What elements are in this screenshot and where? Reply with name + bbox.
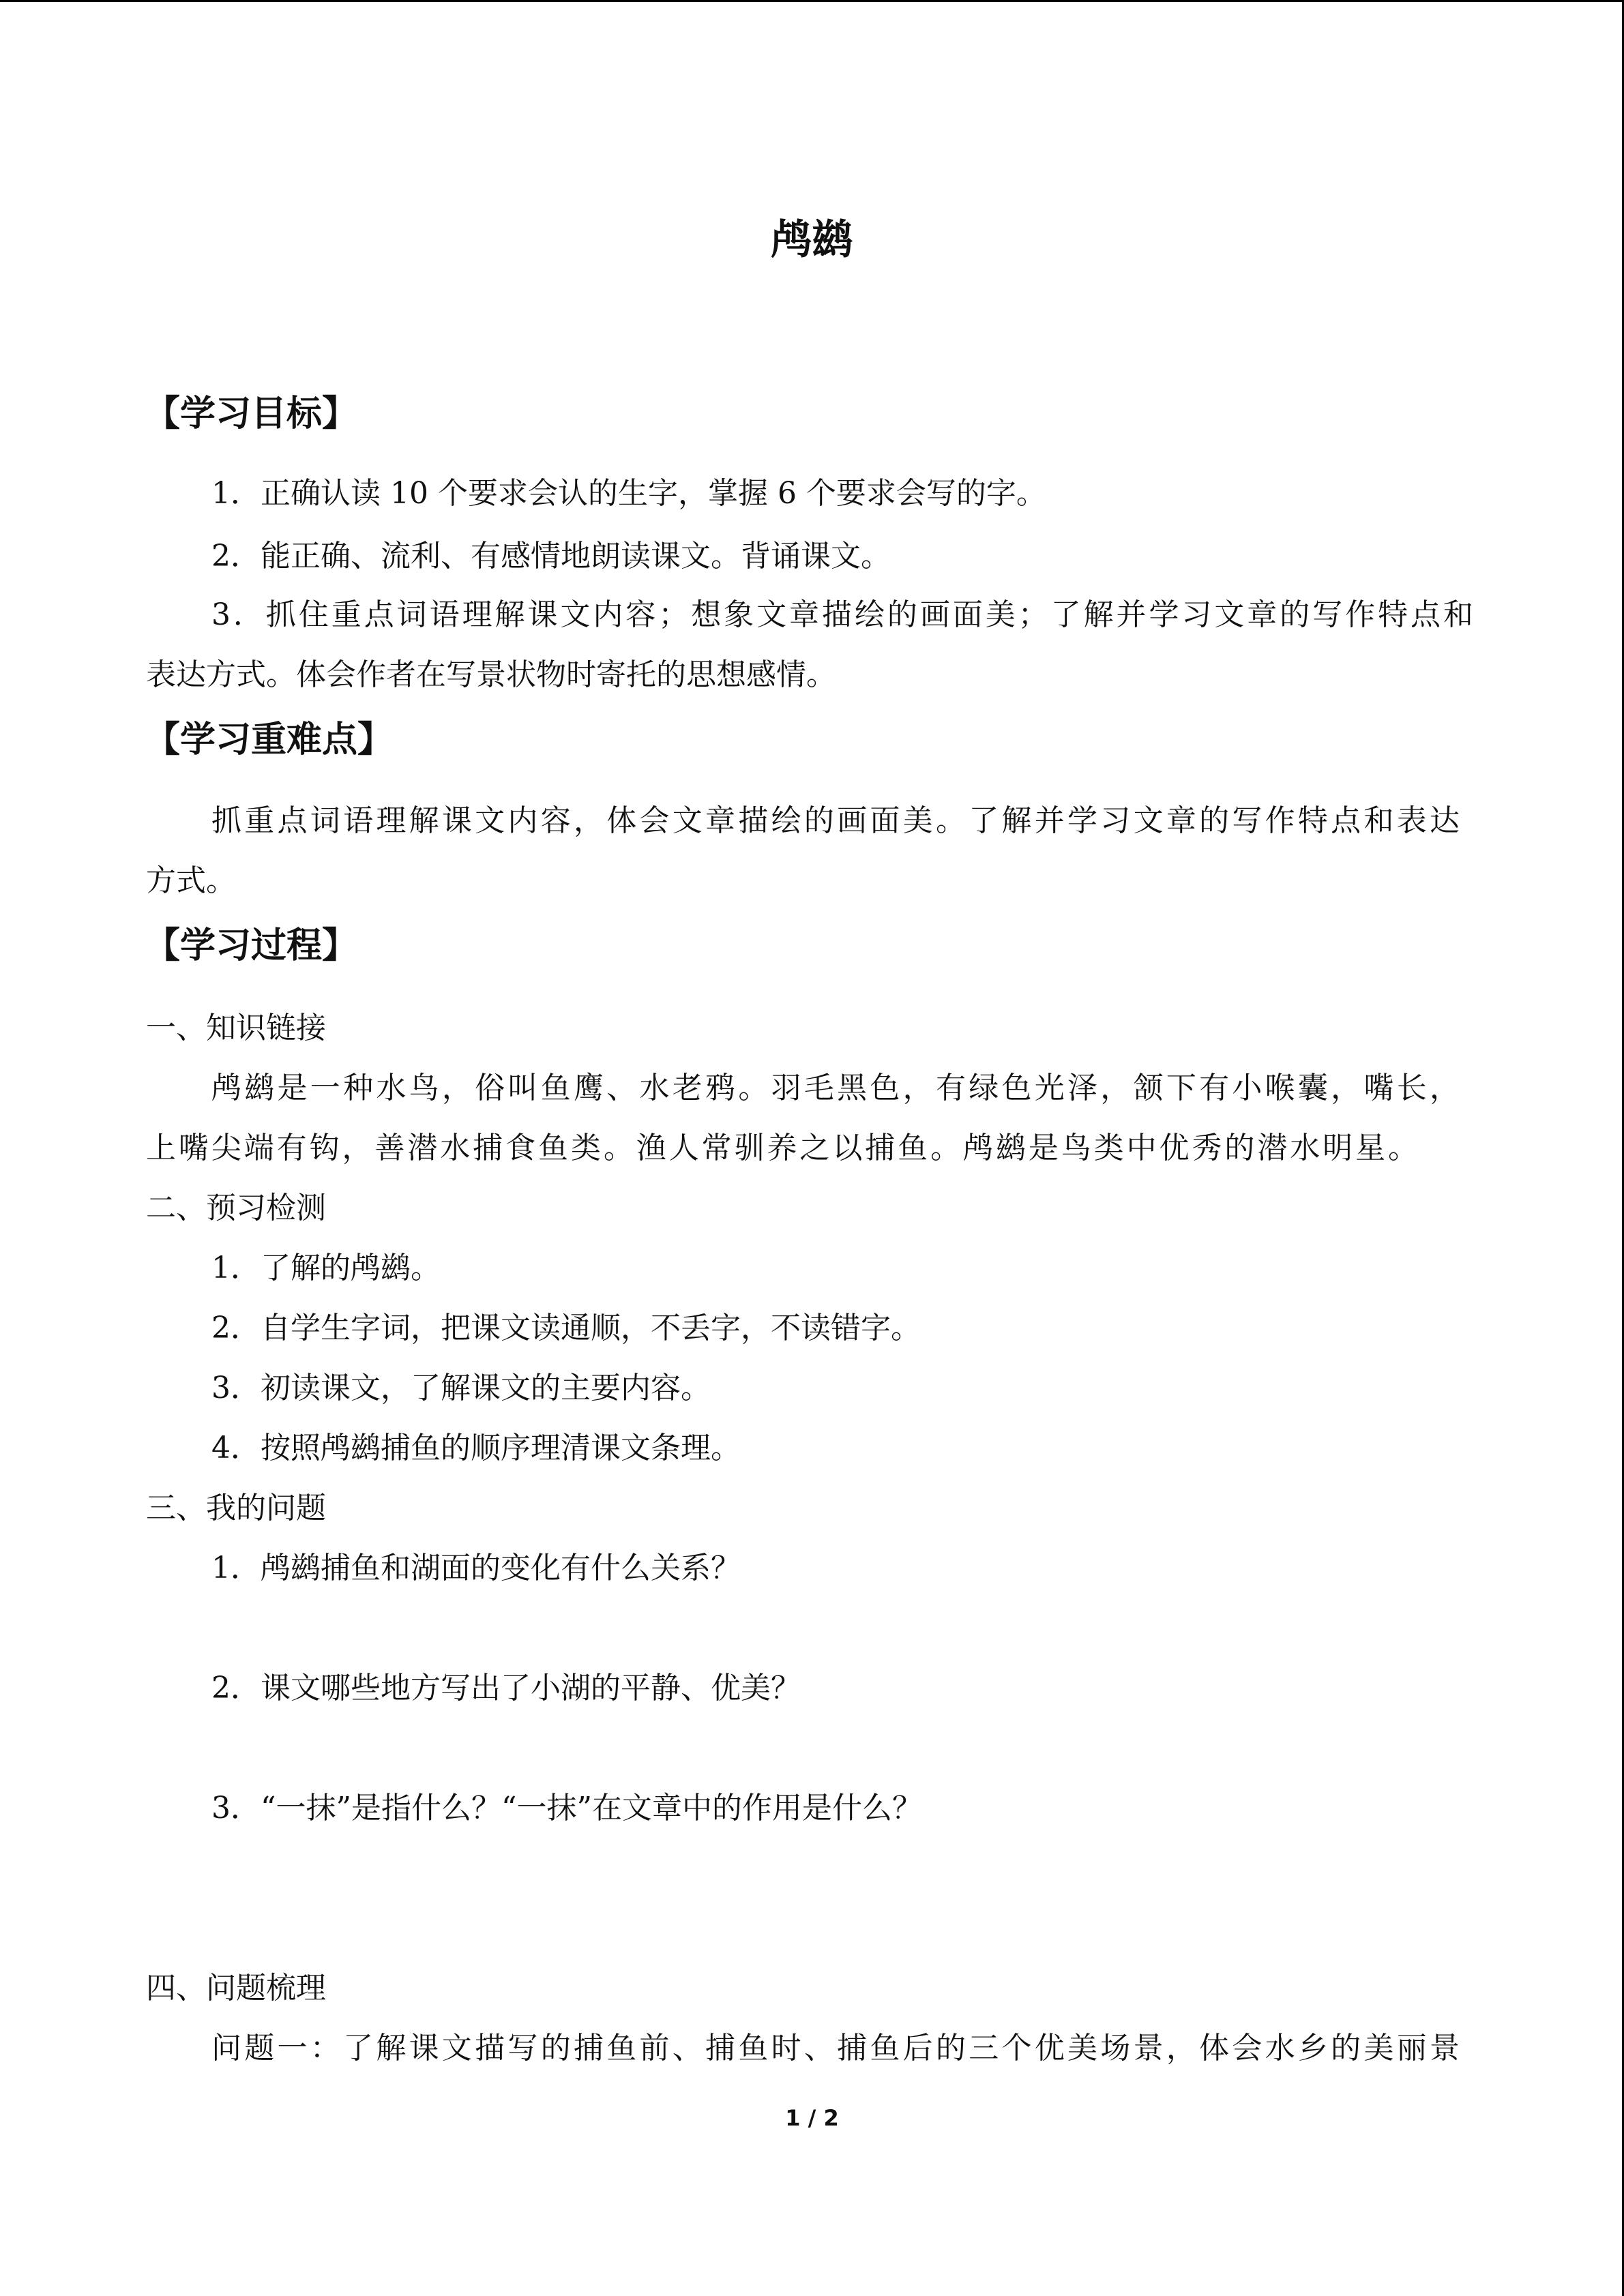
question-item-1: 1．鸬鹚捕鱼和湖面的变化有什么关系？	[211, 1551, 741, 1585]
section-my-questions-title: 三、我的问题	[146, 1491, 326, 1525]
section-knowledge-link-title: 一、知识链接	[146, 1011, 326, 1045]
preview-item-1: 1．了解的鸬鹚。	[211, 1251, 441, 1285]
objective-item-1: 1．正确认读 10 个要求会认的生字，掌握 6 个要求会写的字。	[211, 476, 1046, 511]
objective-item-3: 3．抓住重点词语理解课文内容；想象文章描绘的画面美；了解并学习文章的写作特点和	[211, 597, 1473, 632]
question-review-line-1: 问题一：了解课文描写的捕鱼前、捕鱼时、捕鱼后的三个优美场景，体会水乡的美丽景	[211, 2031, 1460, 2066]
section-question-review-title: 四、问题梳理	[146, 1971, 326, 2006]
page-title: 鸬鹚	[771, 216, 853, 264]
objective-item-3-continued: 表达方式。体会作者在写景状物时寄托的思想感情。	[146, 657, 836, 692]
preview-item-4: 4．按照鸬鹚捕鱼的顺序理清课文条理。	[211, 1431, 741, 1465]
preview-item-2: 2．自学生字词，把课文读通顺，不丢字，不读错字。	[211, 1311, 921, 1345]
key-points-line-1: 抓重点词语理解课文内容，体会文章描绘的画面美。了解并学习文章的写作特点和表达	[211, 803, 1460, 838]
section-preview-check-title: 二、预习检测	[146, 1191, 326, 1225]
objective-item-2: 2．能正确、流利、有感情地朗读课文。背诵课文。	[211, 539, 891, 573]
knowledge-link-line-1: 鸬鹚是一种水鸟，俗叫鱼鹰、水老鸦。羽毛黑色，有绿色光泽，颔下有小喉囊，嘴长，	[211, 1071, 1460, 1105]
process-heading: 【学习过程】	[145, 925, 358, 966]
key-points-line-2: 方式。	[146, 863, 236, 898]
objectives-heading: 【学习目标】	[145, 393, 358, 434]
key-points-heading: 【学习重难点】	[145, 719, 394, 760]
question-item-3: 3．“一抹”是指什么？“一抹”在文章中的作用是什么？	[211, 1791, 922, 1825]
preview-item-3: 3．初读课文，了解课文的主要内容。	[211, 1371, 711, 1405]
page-number: 1 / 2	[785, 2105, 839, 2131]
knowledge-link-line-2: 上嘴尖端有钩，善潜水捕食鱼类。渔人常驯养之以捕鱼。鸬鹚是鸟类中优秀的潜水明星。	[146, 1131, 1418, 1165]
question-item-2: 2．课文哪些地方写出了小湖的平静、优美？	[211, 1671, 801, 1705]
